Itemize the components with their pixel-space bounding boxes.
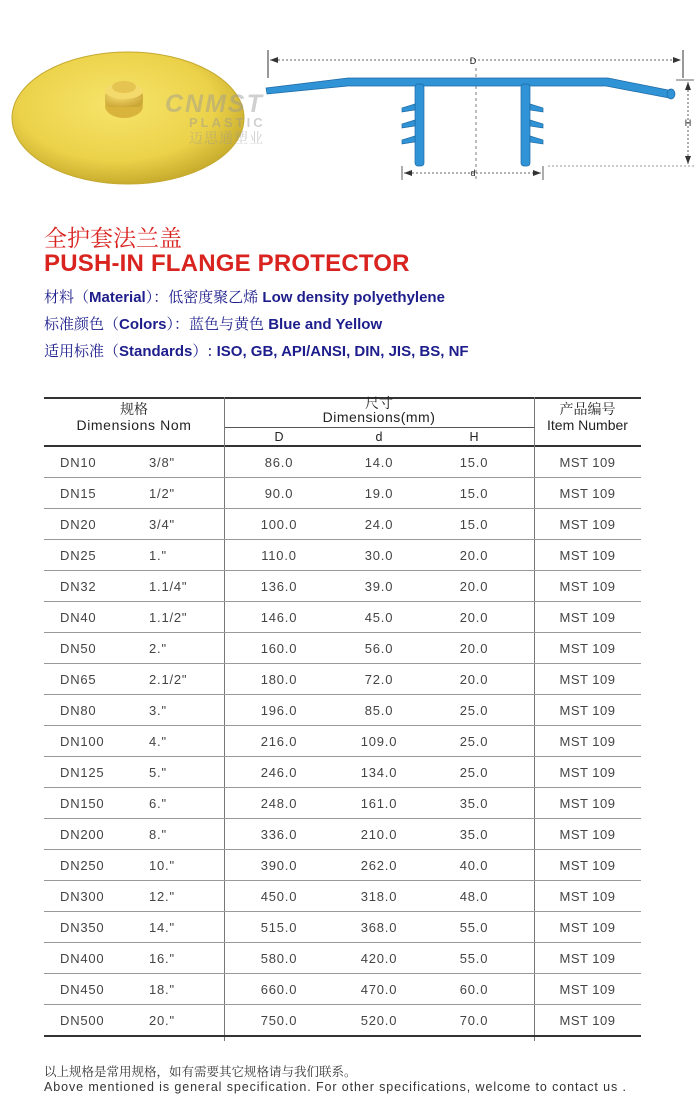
cell-item: MST 109 (559, 455, 616, 470)
product-title-cn: 全护套法兰盖 (44, 226, 182, 252)
table-row (44, 757, 641, 788)
cell-item: MST 109 (559, 951, 616, 966)
cell-d: 160.0 (260, 641, 298, 656)
cell-h: 48.0 (459, 889, 489, 904)
dimension-table (44, 397, 641, 1041)
cell-h: 15.0 (459, 517, 489, 532)
table-row (44, 478, 641, 509)
cell-h: 55.0 (459, 951, 489, 966)
cell-inch: 3/4" (149, 517, 175, 532)
cell-d: 146.0 (260, 610, 298, 625)
standards-label-en: Standards (119, 343, 193, 360)
material-line (44, 286, 445, 307)
cell-inch: 1/2" (149, 486, 175, 501)
cell-inch: 3/8" (149, 455, 175, 470)
cell-h: 40.0 (459, 858, 489, 873)
cell-d: 336.0 (260, 827, 298, 842)
cell-h: 15.0 (459, 455, 489, 470)
cell-d: 180.0 (260, 672, 298, 687)
material-value-cn: ）：低密度聚乙烯 (145, 288, 259, 306)
cell-h: 35.0 (459, 827, 489, 842)
cell-d: 318.0 (360, 889, 398, 904)
cell-inch: 14." (149, 920, 175, 935)
cell-inch: 10." (149, 858, 175, 873)
cell-d: 110.0 (261, 548, 297, 563)
table-row (44, 602, 641, 633)
header-spec-cn: 规格 (120, 401, 148, 417)
cell-h: 35.0 (459, 796, 489, 811)
cell-item: MST 109 (559, 548, 616, 563)
cell-d: 85.0 (364, 703, 394, 718)
header-item-en: Item Number (547, 417, 628, 433)
brand-watermark (165, 92, 266, 146)
cell-inch: 1.1/2" (149, 610, 188, 625)
cell-d: 86.0 (264, 455, 294, 470)
material-value-en: Low density polyethylene (262, 289, 445, 306)
colors-line (44, 313, 382, 334)
cell-h: 20.0 (459, 548, 489, 563)
cell-item: MST 109 (559, 610, 616, 625)
cell-inch: 6." (149, 796, 167, 811)
cell-inch: 18." (149, 982, 175, 997)
cell-h: 55.0 (459, 920, 489, 935)
standards-label-cn: 适用标准（ (44, 342, 120, 360)
cell-dn: DN65 (60, 672, 97, 687)
table-row (44, 974, 641, 1005)
cell-h: 25.0 (459, 734, 489, 749)
cell-d: 210.0 (360, 827, 398, 842)
cell-h: 25.0 (459, 765, 489, 780)
cell-dn: DN125 (60, 765, 105, 780)
standards-value-cn: ）: (192, 342, 213, 360)
product-title-en: PUSH-IN FLANGE PROTECTOR (44, 250, 410, 277)
cell-dn: DN250 (60, 858, 105, 873)
header-col-d: d (375, 430, 383, 444)
cell-d: 750.0 (260, 1013, 298, 1028)
cell-item: MST 109 (559, 486, 616, 501)
cell-dn: DN20 (60, 517, 97, 532)
cell-item: MST 109 (559, 889, 616, 904)
table-row (44, 881, 641, 912)
cell-dn: DN350 (60, 920, 105, 935)
cell-inch: 1.1/4" (149, 579, 188, 594)
table-row (44, 850, 641, 881)
cell-d: 196.0 (260, 703, 298, 718)
cell-inch: 12." (149, 889, 175, 904)
cell-inch: 8." (149, 827, 167, 842)
colors-label-cn: 标准颜色（ (44, 315, 120, 333)
cell-inch: 1." (149, 548, 167, 563)
material-label-en: Material (89, 289, 146, 306)
cell-dn: DN100 (60, 734, 105, 749)
footer-note-en: Above mentioned is general specification. For other specifications, welcome to contact us . (44, 1080, 627, 1094)
cell-dn: DN15 (60, 486, 97, 501)
table-row (44, 1005, 641, 1036)
cell-item: MST 109 (559, 703, 616, 718)
cell-h: 20.0 (459, 579, 489, 594)
cell-item: MST 109 (559, 1013, 616, 1028)
watermark-cn: 迈思通塑业 (189, 130, 264, 146)
cell-item: MST 109 (559, 765, 616, 780)
cell-inch: 3." (149, 703, 167, 718)
cell-d: 368.0 (360, 920, 398, 935)
cell-h: 60.0 (459, 982, 489, 997)
cell-dn: DN300 (60, 889, 105, 904)
table-row (44, 943, 641, 974)
cell-h: 15.0 (459, 486, 489, 501)
cell-item: MST 109 (559, 827, 616, 842)
cell-dn: DN400 (60, 951, 105, 966)
cell-inch: 4." (149, 734, 167, 749)
table-row (44, 633, 641, 664)
cell-dn: DN25 (60, 548, 97, 563)
cell-d: 262.0 (360, 858, 398, 873)
cell-d: 14.0 (364, 455, 394, 470)
cell-d: 515.0 (260, 920, 298, 935)
cell-dn: DN32 (60, 579, 97, 594)
material-label-cn: 材料（ (44, 288, 90, 306)
header-spec-en: Dimensions Nom (76, 417, 192, 433)
colors-value-en: Blue and Yellow (268, 316, 383, 333)
cell-d: 134.0 (360, 765, 398, 780)
cell-d: 390.0 (260, 858, 298, 873)
cell-d: 39.0 (364, 579, 394, 594)
table-row (44, 695, 641, 726)
cell-dn: DN80 (60, 703, 97, 718)
cell-h: 20.0 (459, 641, 489, 656)
cell-d: 450.0 (260, 889, 298, 904)
subheader-rule (224, 427, 534, 428)
cell-d: 72.0 (364, 672, 394, 687)
cell-d: 420.0 (360, 951, 398, 966)
table-row (44, 819, 641, 850)
cell-item: MST 109 (559, 641, 616, 656)
cell-d: 45.0 (364, 610, 394, 625)
cell-dn: DN450 (60, 982, 105, 997)
cell-d: 136.0 (260, 579, 298, 594)
cell-h: 25.0 (459, 703, 489, 718)
cell-dn: DN500 (60, 1013, 105, 1028)
cell-dn: DN10 (60, 455, 97, 470)
cell-item: MST 109 (559, 982, 616, 997)
row-rule (44, 1035, 641, 1037)
cell-item: MST 109 (559, 734, 616, 749)
cell-d: 248.0 (260, 796, 298, 811)
table-row (44, 540, 641, 571)
cell-item: MST 109 (559, 672, 616, 687)
table-row (44, 726, 641, 757)
header-col-D: D (274, 430, 284, 444)
table-row (44, 788, 641, 819)
header-col-H: H (469, 430, 479, 444)
header-dim-cn: 尺寸 (365, 395, 393, 411)
cell-h: 20.0 (459, 610, 489, 625)
cell-inch: 5." (149, 765, 167, 780)
cell-h: 20.0 (459, 672, 489, 687)
colors-label-en: Colors (119, 316, 167, 333)
cell-d: 580.0 (260, 951, 298, 966)
cell-d: 90.0 (264, 486, 294, 501)
cell-dn: DN50 (60, 641, 97, 656)
table-row (44, 447, 641, 478)
standards-line (44, 340, 469, 361)
table-row (44, 664, 641, 695)
cell-inch: 16." (149, 951, 175, 966)
cell-item: MST 109 (559, 920, 616, 935)
cell-item: MST 109 (559, 517, 616, 532)
cell-inch: 20." (149, 1013, 175, 1028)
cell-inch: 2." (149, 641, 167, 656)
cell-d: 109.0 (360, 734, 398, 749)
header-item-cn: 产品编号 (559, 401, 616, 417)
label-d: d (470, 168, 476, 178)
watermark-sub: PLASTIC (189, 115, 266, 130)
cell-dn: DN40 (60, 610, 97, 625)
footer-note-cn: 以上规格是常用规格，如有需要其它规格请与我们联系。 (44, 1064, 357, 1079)
cell-d: 246.0 (260, 765, 298, 780)
cell-d: 161.0 (360, 796, 398, 811)
cell-dn: DN150 (60, 796, 105, 811)
cross-section-drawing (258, 42, 698, 187)
colors-value-cn: ）：蓝色与黄色 (166, 315, 265, 333)
watermark-brand: CNMST (165, 90, 264, 118)
cell-d: 470.0 (360, 982, 398, 997)
cell-h: 70.0 (459, 1013, 489, 1028)
cell-d: 660.0 (260, 982, 298, 997)
cell-d: 56.0 (364, 641, 394, 656)
table-row (44, 571, 641, 602)
table-row (44, 912, 641, 943)
product-illustration (0, 0, 700, 200)
cell-d: 19.0 (364, 486, 394, 501)
header-dim-en: Dimensions(mm) (322, 409, 436, 425)
cell-d: 100.0 (260, 517, 298, 532)
cell-item: MST 109 (559, 579, 616, 594)
cell-d: 24.0 (364, 517, 394, 532)
cell-dn: DN200 (60, 827, 105, 842)
cell-d: 216.0 (260, 734, 298, 749)
cell-item: MST 109 (559, 858, 616, 873)
standards-value-en: ISO, GB, API/ANSI, DIN, JIS, BS, NF (216, 343, 469, 360)
label-D: D (469, 56, 477, 66)
cell-d: 30.0 (364, 548, 394, 563)
table-row (44, 509, 641, 540)
cell-d: 520.0 (360, 1013, 398, 1028)
cell-inch: 2.1/2" (149, 672, 188, 687)
label-H: H (684, 118, 692, 128)
cell-item: MST 109 (559, 796, 616, 811)
